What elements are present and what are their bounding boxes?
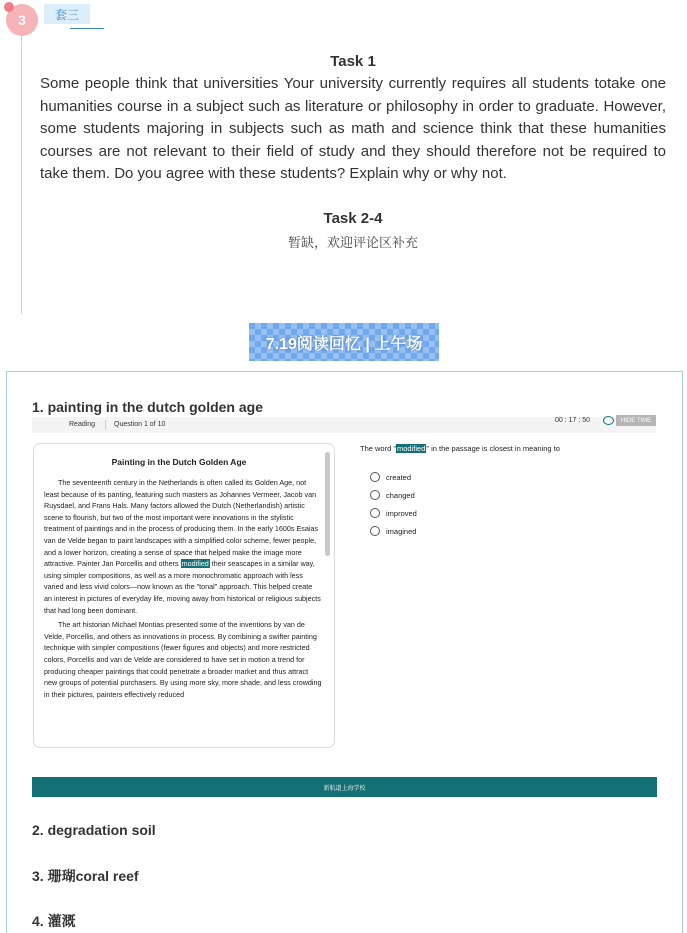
test-footer-watermark: 新航道上海学校 (32, 777, 657, 797)
item-title-2: 2. degradation soil (32, 822, 156, 838)
prompt-text: The word " (360, 444, 397, 453)
item-title-1: 1. painting in the dutch golden age (32, 399, 263, 415)
passage-paragraph-1 (44, 477, 322, 616)
topbar-separator (105, 420, 106, 430)
left-divider-line (21, 36, 22, 314)
badge-dot-icon (4, 2, 14, 12)
section-banner (249, 323, 439, 361)
task24-title: Task 2-4 (323, 210, 383, 227)
passage-title: Painting in the Dutch Golden Age (111, 457, 247, 467)
task24-note: 暂缺，欢迎评论区补充 (287, 235, 418, 250)
highlighted-word: modified (181, 559, 209, 569)
radio-button[interactable] (370, 490, 380, 500)
passage-body (44, 477, 322, 703)
eye-icon[interactable] (603, 416, 614, 425)
radio-button[interactable] (370, 508, 380, 518)
option-label: changed (386, 490, 415, 500)
step-number: 3 (18, 12, 26, 28)
set-label-underline (70, 28, 104, 29)
question-prompt (360, 444, 560, 453)
option-label: created (386, 472, 412, 482)
banner-text: 7.19阅读回忆 | 上午场 (265, 335, 423, 353)
radio-button[interactable] (370, 526, 380, 536)
section-label: Reading (69, 421, 96, 428)
option-label: improved (386, 508, 417, 518)
task1-text: Some people think that universities Your university currently requires all students totake one humanities course in a subject such as literature or philosophy in order to graduate. However, some students majoring in subjects such as math and science think that these humanities courses are not relevant to their field of study and they should therefore not be required to take them. Do you agree with these students? Explain why or why not. (40, 75, 666, 182)
option-label: imagined (386, 526, 417, 536)
answer-option-2[interactable] (370, 490, 415, 500)
prompt-text: " in the passage is closest in meaning to (426, 444, 560, 453)
answer-option-1[interactable] (370, 472, 411, 482)
step-number-badge (6, 4, 38, 36)
item-title-4: 4. 灌溉 (32, 913, 76, 929)
task1-title: Task 1 (330, 53, 376, 70)
prompt-highlighted-word: modified (397, 444, 426, 453)
paragraph-text: their seascapes in a similar way, using simpler compositions, as well as a more monochromatic approach with less varied and less vivid colors—now known as the "tonal" approach. This helped create an interest in pictures of everyday life, moving away from historical or religious subjects that had long been dominant. (44, 559, 321, 615)
item-title-3: 3. 珊瑚coral reef (32, 868, 139, 884)
set-label: 套三 (44, 4, 90, 24)
hide-time-button[interactable]: HIDE TIME (616, 415, 656, 426)
timer: 00 : 17 : 50 (555, 417, 591, 424)
passage-panel[interactable] (33, 443, 335, 748)
answer-option-3[interactable] (370, 508, 417, 518)
paragraph-text: The seventeenth century in the Netherlands is often called its Golden Age, not least because of its panting, featuring such masters as Johannes Vermeer, Jacob van Ruysdael, and Frans Hals. Many factors allowed the Dutch (Netherlandish) artistic scene to flourish, but two of the most important were innovations in the stylistic treatment of paintings and in the process of producing them. In the early 1600s Esaias van de Velde began to paint landscapes with a simplified color scheme, fewer people, and a lower horizon, creating a sense of space that helped make the image more attractive. Painter Jan Porcellis and others (44, 478, 319, 569)
passage-paragraph-2: The art historian Michael Montias presented some of the inventions by van de Velde, Porcellis, and others as innovations in process. By combining a swifter painting technique with simpler compositions (fewer figures and objects) and more restricted colors, Porcellis and van de Velde are considered to have set in motion a trend for producing cheaper paintings that could penetrate a broader market and thus attract new groups of potential purchasers. By using more sky, more shade, and less crowding in their pictures, painters effectively reduced (44, 620, 322, 699)
radio-button[interactable] (370, 472, 380, 482)
question-counter: Question 1 of 10 (114, 421, 166, 428)
passage-scrollbar[interactable] (325, 452, 330, 556)
answer-option-4[interactable] (370, 526, 416, 536)
